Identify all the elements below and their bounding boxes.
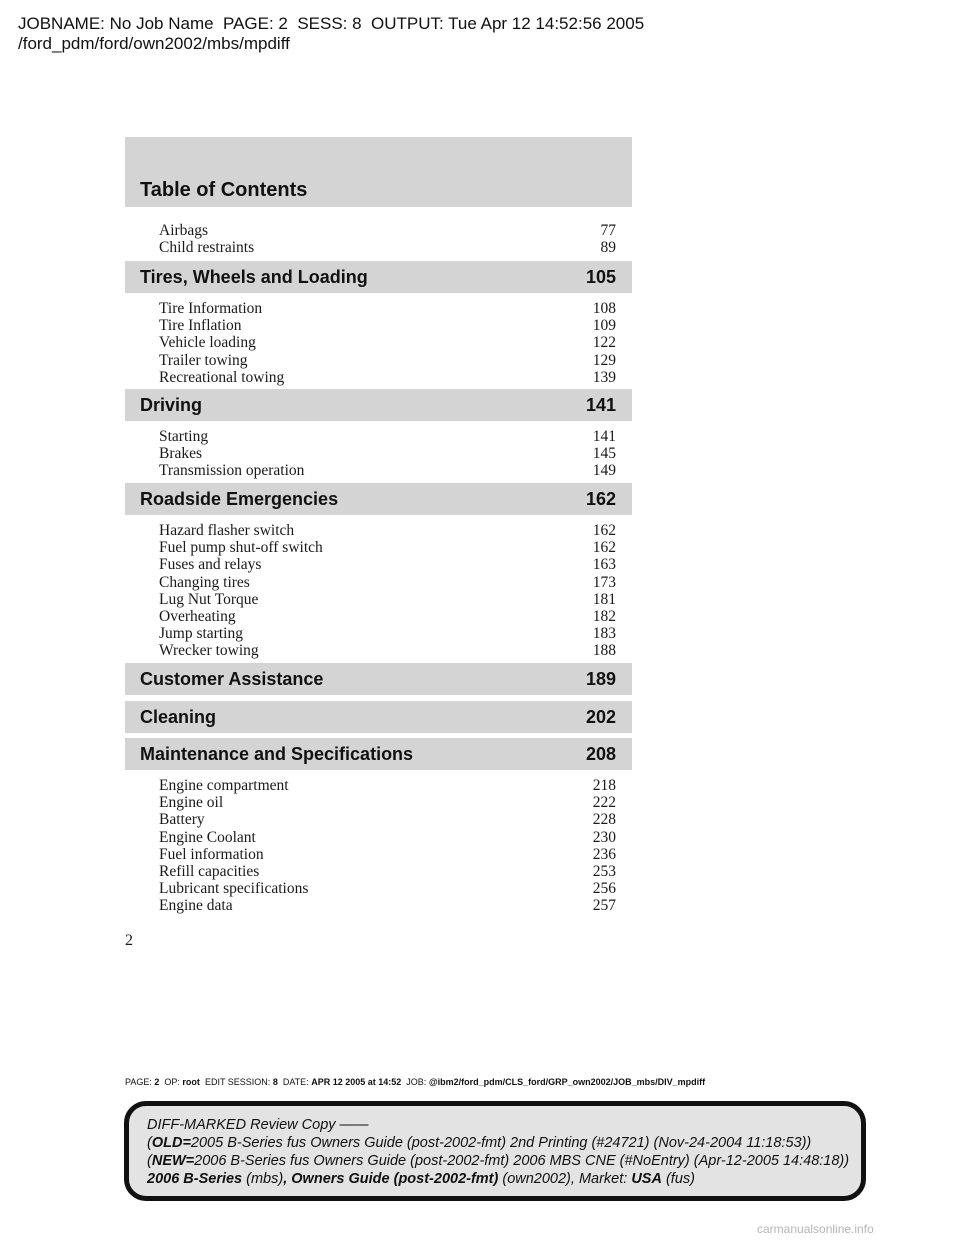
review-new-line bbox=[147, 1152, 861, 1170]
toc-entry[interactable] bbox=[159, 539, 616, 556]
toc-entry-label: Engine oil bbox=[159, 794, 224, 812]
toc-section-cleaning[interactable] bbox=[125, 701, 632, 733]
toc-entry-label: Recreational towing bbox=[159, 368, 285, 386]
footer-op-value: root bbox=[182, 1077, 200, 1087]
toc-entry-page: 162 bbox=[592, 539, 616, 557]
toc-entry[interactable] bbox=[159, 239, 616, 256]
toc-section-roadside[interactable] bbox=[125, 483, 632, 515]
toc-entry-label: Tire Information bbox=[159, 300, 263, 317]
toc-entry-label: Fuel pump shut-off switch bbox=[159, 539, 323, 557]
toc-entry-list bbox=[159, 300, 616, 386]
toc-entry[interactable] bbox=[159, 846, 616, 863]
job-header-line1: JOBNAME: No Job Name PAGE: 2 SESS: 8 OUTPUT: Tue Apr 12 14:52:56 2005 bbox=[18, 14, 645, 33]
toc-entry[interactable] bbox=[159, 334, 616, 351]
review-old-text: 2005 B-Series fus Owners Guide (post-2002-fmt) 2nd Printing (#24721) (Nov-24-2004 11:18:53)) bbox=[190, 1135, 812, 1151]
toc-entry-label: Engine Coolant bbox=[159, 828, 256, 846]
toc-entry-label: Fuses and relays bbox=[159, 556, 262, 574]
toc-entry-label: Hazard flasher switch bbox=[159, 522, 295, 539]
toc-entry-page: 257 bbox=[592, 897, 616, 915]
review-market-code: (fus) bbox=[661, 1171, 695, 1187]
toc-entry[interactable] bbox=[159, 522, 616, 539]
toc-section-page: 105 bbox=[585, 267, 616, 287]
toc-entry-list bbox=[159, 222, 616, 256]
toc-entry[interactable] bbox=[159, 880, 616, 897]
toc-entry-label: Battery bbox=[159, 811, 205, 829]
toc-entry-page: 188 bbox=[592, 642, 616, 660]
toc-entry-label: Transmission operation bbox=[159, 462, 305, 480]
watermark: carmanualsonline.info bbox=[757, 1222, 874, 1236]
review-model-code: (mbs) bbox=[242, 1171, 284, 1187]
review-guide: Owners Guide (post-2002-fmt) bbox=[291, 1171, 499, 1187]
toc-entry-page: 222 bbox=[592, 794, 616, 812]
toc-entry-page: 182 bbox=[592, 607, 616, 625]
review-new-label: NEW= bbox=[151, 1153, 195, 1169]
page-number: 2 bbox=[125, 932, 133, 949]
toc-entry-label: Jump starting bbox=[159, 625, 243, 643]
toc-entry-page: 162 bbox=[592, 522, 616, 539]
toc-entry-label: Overheating bbox=[159, 607, 236, 625]
toc-section-title: Driving bbox=[140, 395, 203, 415]
footer-date-value: APR 12 2005 at 14:52 bbox=[311, 1077, 402, 1087]
footer-session-label: EDIT SESSION: bbox=[204, 1077, 271, 1087]
toc-entry-page: 218 bbox=[592, 777, 616, 794]
toc-entry-label: Tire Inflation bbox=[159, 317, 242, 335]
toc-entry-label: Refill capacities bbox=[159, 862, 260, 880]
toc-section-driving[interactable] bbox=[125, 389, 632, 421]
toc-entry-label: Wrecker towing bbox=[159, 642, 259, 660]
toc-entry[interactable] bbox=[159, 642, 616, 659]
toc-entry-label: Lug Nut Torque bbox=[159, 590, 259, 608]
review-sep1: , bbox=[283, 1171, 292, 1187]
toc-entry[interactable] bbox=[159, 794, 616, 811]
toc-entry-page: 89 bbox=[600, 239, 616, 257]
toc-entry[interactable] bbox=[159, 777, 616, 794]
toc-entry-page: 256 bbox=[592, 880, 616, 898]
toc-entry-page: 108 bbox=[592, 300, 616, 317]
toc-title: Table of Contents bbox=[140, 179, 308, 201]
toc-entry-page: 230 bbox=[592, 828, 616, 846]
review-title: DIFF-MARKED Review Copy —— bbox=[147, 1117, 369, 1133]
toc-entry-page: 236 bbox=[592, 845, 616, 863]
job-header-line2: /ford_pdm/ford/own2002/mbs/mpdiff bbox=[18, 34, 290, 53]
review-guide-code: (own2002) bbox=[498, 1171, 571, 1187]
toc-entry[interactable] bbox=[159, 352, 616, 369]
toc-section-page: 162 bbox=[585, 489, 616, 509]
review-new-text: 2006 B-Series fus Owners Guide (post-2002-fmt) 2006 MBS CNE (#NoEntry) (Apr-12-2005 14:48:18)) bbox=[194, 1153, 850, 1169]
toc-entry[interactable] bbox=[159, 462, 616, 479]
toc-entry-page: 141 bbox=[592, 428, 616, 445]
toc-entry-list bbox=[159, 428, 616, 480]
toc-entry-page: 173 bbox=[592, 573, 616, 591]
review-model: 2006 B-Series bbox=[147, 1171, 243, 1187]
toc-entry-label: Brakes bbox=[159, 445, 203, 463]
toc-entry-list bbox=[159, 522, 616, 660]
toc-entry-page: 228 bbox=[592, 811, 616, 829]
toc-entry-page: 122 bbox=[592, 334, 616, 352]
footer-page-label: PAGE: bbox=[125, 1077, 152, 1087]
toc-entry-label: Vehicle loading bbox=[159, 334, 256, 352]
toc-entry[interactable] bbox=[159, 897, 616, 914]
print-footer bbox=[125, 1077, 705, 1087]
toc-section-maintenance[interactable] bbox=[125, 738, 632, 770]
toc-entry-label: Fuel information bbox=[159, 845, 264, 863]
footer-session-value: 8 bbox=[272, 1077, 278, 1087]
toc-entry[interactable] bbox=[159, 369, 616, 386]
review-old-label: OLD= bbox=[151, 1135, 191, 1151]
review-old-line bbox=[147, 1134, 861, 1152]
toc-entry[interactable] bbox=[159, 608, 616, 625]
toc-entry-label: Engine compartment bbox=[159, 777, 289, 794]
toc-header-band bbox=[125, 137, 632, 207]
toc-section-title: Customer Assistance bbox=[140, 669, 324, 689]
review-meta-line bbox=[147, 1170, 861, 1188]
toc-entry[interactable] bbox=[159, 428, 616, 445]
toc-entry-label: Starting bbox=[159, 428, 209, 445]
toc-entry-page: 253 bbox=[592, 862, 616, 880]
toc-entry[interactable] bbox=[159, 574, 616, 591]
toc-entry-page: 183 bbox=[592, 625, 616, 643]
toc-entry-label: Trailer towing bbox=[159, 351, 248, 369]
toc-section-page: 208 bbox=[585, 744, 616, 764]
footer-page-value: 2 bbox=[154, 1077, 160, 1087]
toc-entry-label: Changing tires bbox=[159, 573, 250, 591]
toc-entry[interactable] bbox=[159, 317, 616, 334]
toc-section-page: 189 bbox=[585, 669, 616, 689]
footer-date-label: DATE: bbox=[282, 1077, 309, 1087]
toc-entry-label: Child restraints bbox=[159, 239, 255, 257]
toc-entry-page: 181 bbox=[592, 590, 616, 608]
review-new-open: ( bbox=[147, 1153, 152, 1169]
toc-entry-label: Airbags bbox=[159, 222, 209, 239]
job-header bbox=[18, 14, 644, 54]
toc-entry[interactable] bbox=[159, 811, 616, 828]
toc-entry[interactable] bbox=[159, 300, 616, 317]
toc-entry[interactable] bbox=[159, 222, 616, 239]
toc-entry[interactable] bbox=[159, 829, 616, 846]
toc-entry[interactable] bbox=[159, 556, 616, 573]
toc-entry-page: 145 bbox=[592, 445, 616, 463]
toc-entry[interactable] bbox=[159, 863, 616, 880]
toc-section-page: 141 bbox=[585, 395, 616, 415]
toc-section-page: 202 bbox=[585, 707, 616, 727]
review-old-open: ( bbox=[147, 1135, 152, 1151]
toc-entry-page: 109 bbox=[592, 317, 616, 335]
toc-section-title: Maintenance and Specifications bbox=[140, 744, 414, 764]
toc-entry-page: 163 bbox=[592, 556, 616, 574]
toc-entry[interactable] bbox=[159, 625, 616, 642]
toc-entry-page: 149 bbox=[592, 462, 616, 480]
toc-entry-list bbox=[159, 777, 616, 915]
toc-section-title: Roadside Emergencies bbox=[140, 489, 339, 509]
toc-entry-page: 129 bbox=[592, 351, 616, 369]
footer-job-value: @ibm2/ford_pdm/CLS_ford/GRP_own2002/JOB_mbs/DIV_mpdiff bbox=[428, 1077, 706, 1087]
review-market: USA bbox=[631, 1171, 662, 1187]
review-sep2: , Market: bbox=[570, 1171, 632, 1187]
toc-entry[interactable] bbox=[159, 591, 616, 608]
toc-entry-page: 77 bbox=[600, 222, 616, 239]
diff-review-box bbox=[124, 1101, 866, 1201]
toc-entry-label: Engine data bbox=[159, 897, 233, 915]
toc-entry-page: 139 bbox=[592, 368, 616, 386]
footer-job-label: JOB: bbox=[406, 1077, 427, 1087]
toc-section-title: Tires, Wheels and Loading bbox=[140, 267, 368, 287]
toc-entry[interactable] bbox=[159, 445, 616, 462]
footer-op-label: OP: bbox=[164, 1077, 180, 1087]
toc-section-title: Cleaning bbox=[140, 707, 217, 727]
toc-section-customer-assistance[interactable] bbox=[125, 663, 632, 695]
toc-entry-label: Lubricant specifications bbox=[159, 880, 309, 898]
toc-section-tires[interactable] bbox=[125, 261, 632, 293]
